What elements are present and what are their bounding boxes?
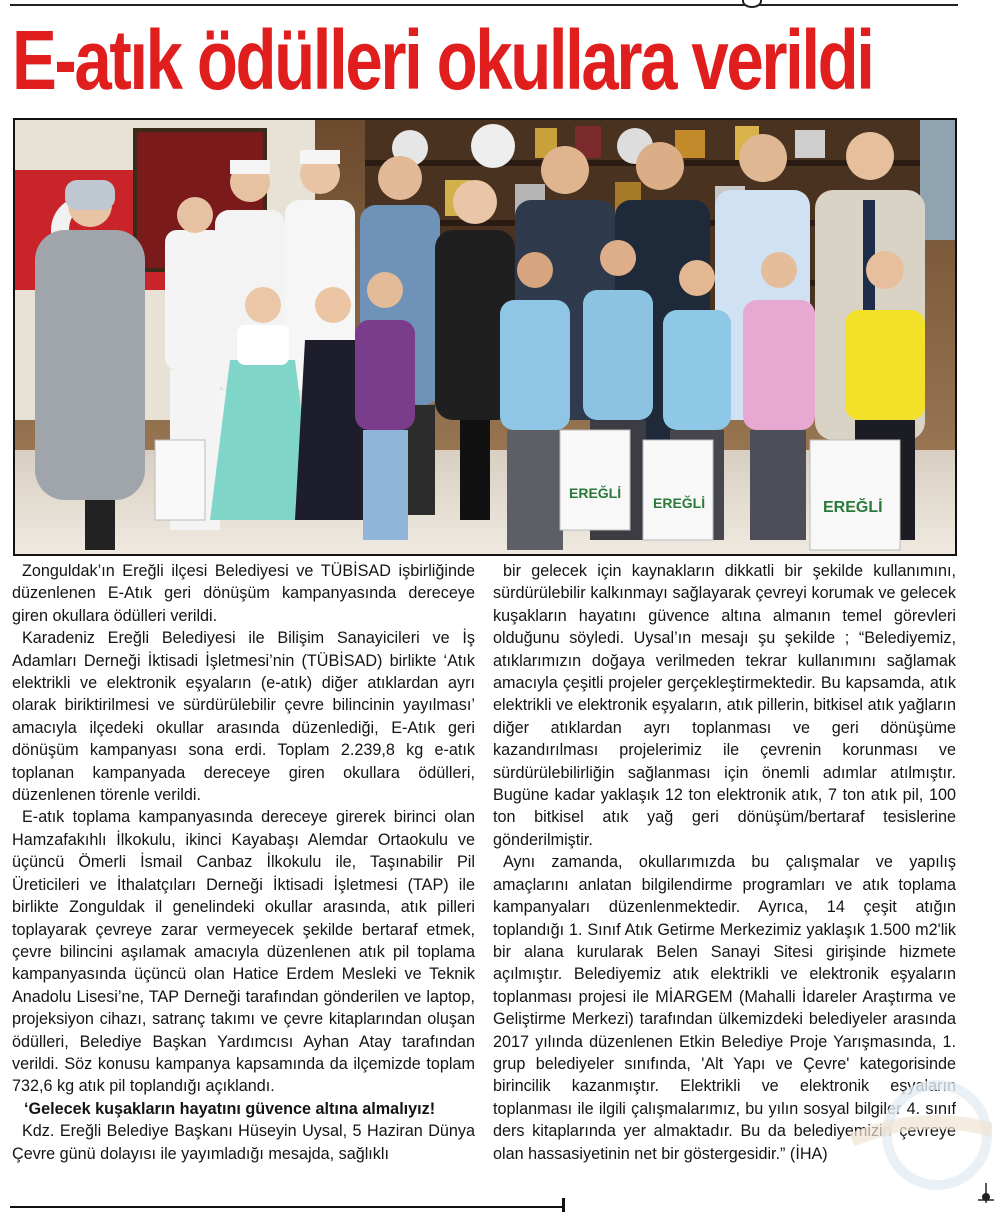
news-photo: [13, 118, 957, 556]
article-subhead: ‘Gelecek kuşakların hayatını güvence altına almalıyız!: [24, 1099, 436, 1118]
top-decor-mark: [742, 0, 762, 8]
bottom-rule: [10, 1206, 565, 1208]
article-body: [12, 560, 956, 1196]
paragraph: Kdz. Ereğli Belediye Başkanı Hüseyin Uysal, 5 Haziran Dünya Çevre günü dolayısı ile yayımladığı mesajda, sağlıklı: [12, 1122, 475, 1163]
paragraph: Aynı zamanda, okullarımızda bu çalışmalar ve yapılış amaçlarını anlatan bilgilendirme programları ve atık toplama kampanyaları düzenlenmektedir. Ayrıca, 14 çeşit atığın toplandığı 1. Sınıf Atık Getirme Merkezimiz yaklaşık 1.500 m2'lik bir alana kurularak Belen Sanayi Sitesi girişinde hizmete açılmıştır. Belediyemiz atık elektrikli ve elektronik eşyaların toplanması projesi ile MİARGEM (Mahalli İdareler Araştırma ve Geliştirme Merkezi) tarafından ülkemizdeki belediyeler arasında 2017 yılında düzenlenen Etkin Belediye Proje Yarışmasında, 1. grup belediyeler sınıfında, 'Alt Yapı ve Çevre' kategorisinde birincilik kazanmıştır. Elektrikli ve elektronik eşyaların toplanması ile ilgili çalışmalarımız, bu yılın sosyal bilgiler 4. sınıf ders kitaplarında yer almaktadır. Bu da belediyemizin çevreye olan hassasiyetinin net bir göstergesidir.” (İHA): [493, 853, 956, 1163]
article-column-right: [493, 560, 956, 1165]
bag-logo-text-3: EREĞLİ: [823, 499, 883, 516]
headline: E-atık ödülleri okullara verildi: [12, 13, 873, 107]
group-photo-illustration: [15, 120, 955, 554]
paragraph: bir gelecek için kaynakların dikkatli bir şekilde kullanımını, sürdürülebilir kalkınmayı sağlayarak çevreyi korumak ve gelecek kuşakların hayatını güvence altına almanın temel görevleri olduğunu söyledi. Uysal’ın mesajı şu şekilde ; “Belediyemiz, atıklarımızın doğaya verilmeden tekrar kullanımını sağlamak amacıyla çeşitli projeler gerçekleştirmektedir. Bu kapsamda, atık elektrikli ve elektronik eşyaların, atık pillerin, bitkisel atık yağların diğer atıklardan ayrı toplanması ve geri dönüşüme kazandırılması projelerimiz ile çevrenin korunması ve sürdürülebilirliğin sağlanması için önemli adımlar atılmıştır. Bugüne kadar yaklaşık 12 ton elektronik atık, 7 ton atık pil, 100 ton bitkisel atık yağ geri dönüşüm/bertaraf tesislerine gönderilmiştir.: [493, 562, 956, 849]
corner-emblem-icon: [976, 1182, 996, 1204]
bag-logo-text-1: EREĞLİ: [569, 485, 622, 501]
paragraph: Karadeniz Ereğli Belediyesi ile Bilişim Sanayicileri ve İş Adamları Derneği İktisadi İşletmesi’nin (TÜBİSAD) birlikte ‘Atık elektrikli ve elektronik eşyaların (e-atık) diğer atıklardan ayrı olarak biriktirilmesi ve sürdürülebilir çevre bilincinin yayılması’ amacıyla ilçedeki okullar arasında düzenlediği, E-Atık geri dönüşüm kampanyası sona erdi. Toplam 2.239,8 kg e-atık toplanan kampanyada dereceye giren okullara ödülleri, düzenlenen törenle verildi.: [12, 629, 475, 805]
bag-logo-text-2: EREĞLİ: [653, 495, 706, 511]
paragraph: E-atık toplama kampanyasında dereceye girerek birinci olan Hamzafakıhlı İlkokulu, ikinci Kayabaşı Alemdar Ortaokulu ve üçüncü Ömerli İsmail Canbaz İlkokulu ile, Taşınabilir Pil Üreticileri ve İthalatçıları Derneği İktisadi İşletmesi (TAP) ile birlikte Zonguldak il genelindeki okullar arasında, atık pilleri toplayarak çevreye zarar vermeyecek şekilde bertaraf etmek, çevre bilincini aşılamak amacıyla düzenlenen atık pil toplama kampanyasında üçüncü olan Hatice Erdem Mesleki ve Teknik Anadolu Lisesi’ne, TAP Derneği tarafından gönderilen ve laptop, projeksiyon cihazı, satranç takımı ve çevre kitaplarından oluşan ödülleri, Belediye Başkan Yardımcısı Ayhan Atay tarafından verildi. Söz konusu kampanya kapsamında da ilçemizde toplam 732,6 kg atık pil toplandığı açıklandı.: [12, 808, 475, 1096]
paragraph: Zonguldak’ın Ereğli ilçesi Belediyesi ve TÜBİSAD işbirliğinde düzenlenen E-Atık geri dönüşüm kampanyasında dereceye giren okullara ödülleri verildi.: [12, 562, 475, 625]
bottom-rule-tick: [562, 1198, 565, 1212]
article-column-left: [12, 560, 475, 1165]
top-rule: [10, 0, 958, 6]
